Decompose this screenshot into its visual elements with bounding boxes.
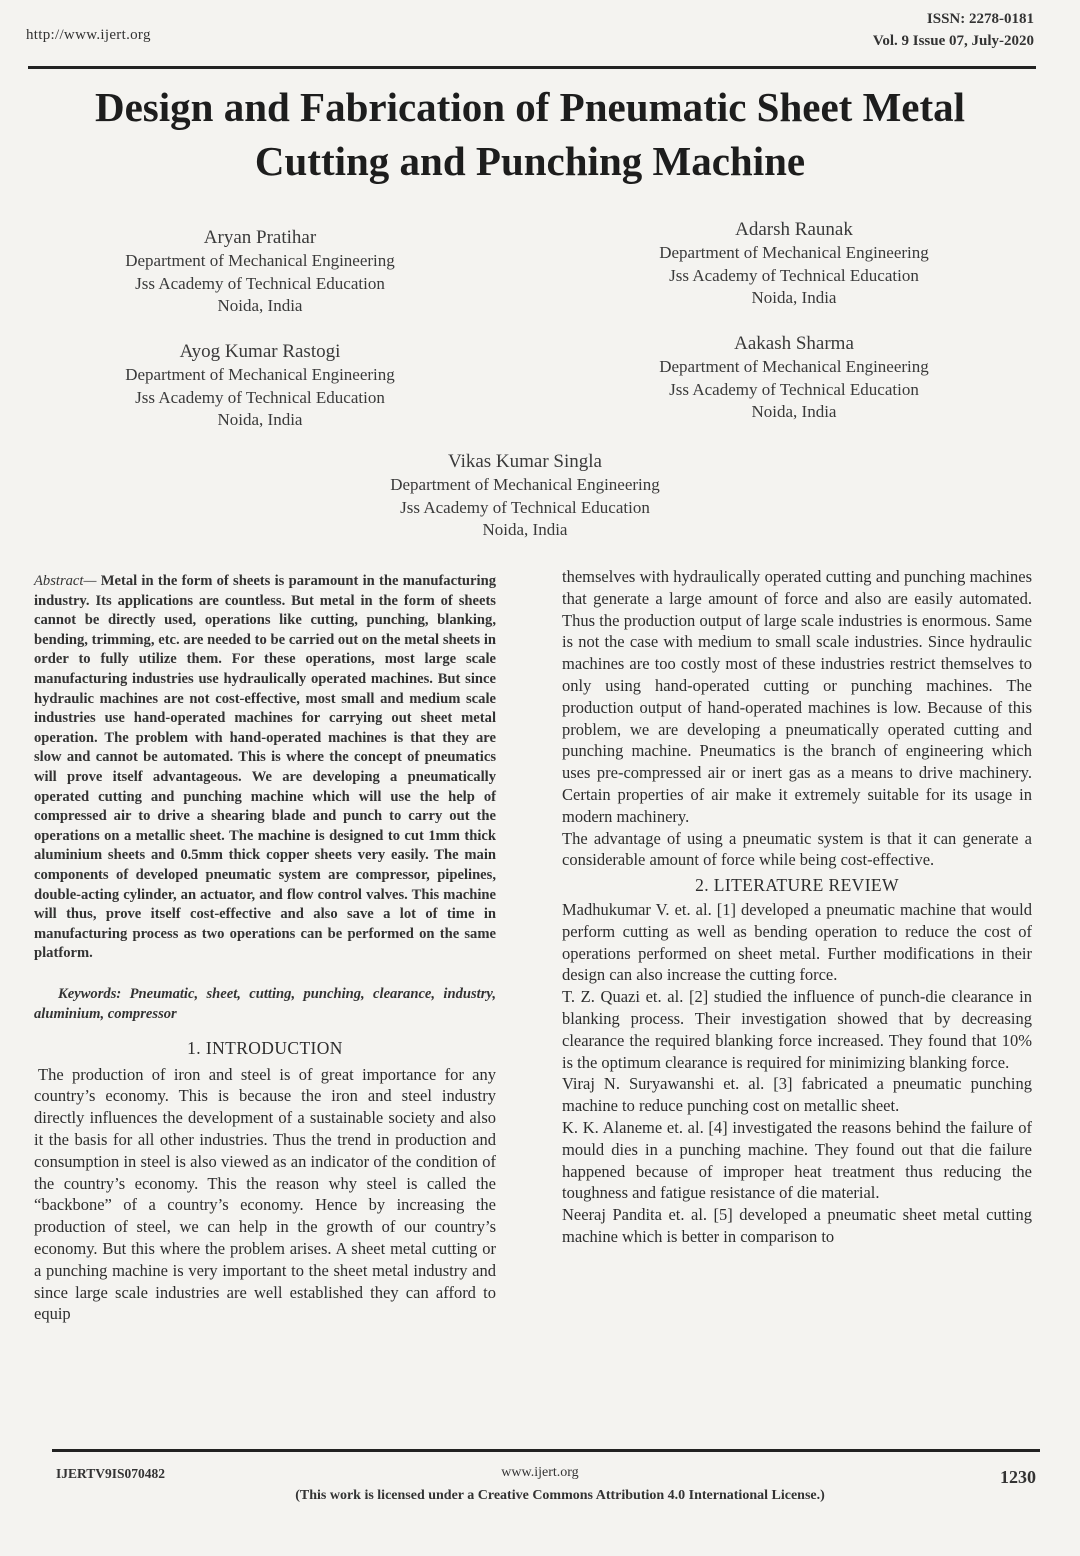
- abstract-text: Metal in the form of sheets is paramount in the manufacturing industry. Its applications are countless. But metal in the form of sheets cannot be directly used, operations like cutting, punching, blanking, bending, trimming, etc. are needed to be carried out on the metal sheets in order to fully utilize them. For these operations, most large scale manufacturing industries use hydraulically operated machines. But since hydraulic machines are not cost-effective, most small and medium scale industries use hand-operated machines for carrying out sheet metal operation. The problem with hand-operated machines is that they are slow and cannot be automated. This is where the concept of pneumatics will prove itself advantageous. We are developing a pneumatically operated cutting and punching machine which will use the help of compressed air to drive a shearing blade and punch to carry out the operations on a metallic sheet. The machine is designed to cut 1mm thick aluminium sheets and 0.5mm thick copper sheets very easily. The main components of developed pneumatic system are compressor, pipelines, double-acting cylinder, an actuator, and flow control valves. This machine will thus, prove itself cost-effective and also save a lot of time in manufacturing process as two operations can be performed on the same platform.: [34, 573, 496, 962]
- paper-title: [20, 80, 1040, 188]
- page-number: 1230: [1000, 1467, 1036, 1487]
- author-block-1: [100, 226, 420, 318]
- issn: ISSN: 2278-0181: [926, 11, 1034, 27]
- right-column: [562, 566, 1032, 1248]
- author-dept: Department of Mechanical Engineering: [659, 243, 929, 262]
- reference-paragraph: T. Z. Quazi et. al. [2] studied the influence of punch-die clearance in blanking process. Their investigation showed that by decreasing clearance the required blanking force increased. They found that 10% is the optimum clearance is required for minimizing blanking force.: [562, 987, 1032, 1072]
- author-name: Ayog Kumar Rastogi: [179, 341, 341, 362]
- reference-paragraph: Viraj N. Suryawanshi et. al. [3] fabricated a pneumatic punching machine to reduce punching cost on metallic sheet.: [562, 1074, 1032, 1116]
- author-loc: Noida, India: [482, 520, 568, 539]
- intro-advantage-text: The advantage of using a pneumatic system is that it can generate a considerable amount of force while being cost-effective.: [562, 828, 1032, 870]
- reference-paragraph: K. K. Alaneme et. al. [4] investigated the reasons behind the failure of mould dies in a punching machine. They found out that die failure happened because of improper heat treatment thus reducing the toughness and fatigue resistance of die material.: [562, 1117, 1032, 1203]
- volume-issue: Vol. 9 Issue 07, July-2020: [872, 33, 1034, 49]
- author-loc: Noida, India: [217, 410, 303, 429]
- author-inst: Jss Academy of Technical Education: [669, 379, 919, 399]
- abstract: [34, 572, 496, 964]
- paper-id: IJERTV9IS070482: [56, 1466, 166, 1481]
- author-name: Aryan Pratihar: [203, 227, 317, 248]
- author-dept: Department of Mechanical Engineering: [659, 357, 929, 376]
- author-name: Vikas Kumar Singla: [447, 451, 602, 472]
- author-dept: Department of Mechanical Engineering: [390, 475, 660, 494]
- introduction-text: The production of iron and steel is of great importance for any country’s economy. This is because the iron and steel industry directly influences the development of a sustainable society and also it the basis for all other industries. Thus the trend in production and consumption in steel is also viewed as an indicator of the condition of the country’s economy. This the reason why steel is called the “backbone” of a country’s economy. Hence by increasing the production of steel, we can help in the growth of our country’s economy. But this where the problem arises. A sheet metal cutting or a punching machine is very important to the sheet metal industry and since large scale industries are well established they can afford to equip: [34, 1064, 496, 1324]
- journal-info: [873, 8, 1034, 52]
- reference-paragraph: Neeraj Pandita et. al. [5] developed a pneumatic sheet metal cutting machine which is better in comparison to: [562, 1205, 1032, 1246]
- license-notice: (This work is licensed under a Creative Commons Attribution 4.0 International License.): [295, 1488, 825, 1503]
- author-loc: Noida, India: [217, 296, 303, 315]
- footer-url: www.ijert.org: [501, 1465, 579, 1480]
- author-block-5: [360, 450, 690, 542]
- abstract-label: Abstract—: [34, 573, 97, 589]
- author-name: Aakash Sharma: [734, 333, 854, 354]
- intro-continued-text: themselves with hydraulically operated cutting and punching machines that generate a large amount of force and also are easily automated. Thus the production output of large scale industries is enormous. Same is not the case with medium to small scale industries. Since hydraulic machines are too costly most of these industries restrict themselves to only using hand-operated cutting or punching machines. The production output of hand-operated machines is low. Because of this problem, we are developing a pneumatically operated cutting and punching machine. Pneumatics is the branch of engineering which uses pre-compressed air or inert gas as a means to drive machinery. Certain properties of air make it extremely suitable for its usage in modern machinery.: [562, 567, 1032, 826]
- author-loc: Noida, India: [751, 402, 837, 421]
- author-inst: Jss Academy of Technical Education: [400, 497, 650, 517]
- footer-rule: [52, 1449, 1040, 1452]
- author-block-2: [632, 218, 956, 310]
- header-rule: [28, 66, 1036, 69]
- author-dept: Department of Mechanical Engineering: [125, 365, 395, 384]
- author-inst: Jss Academy of Technical Education: [135, 387, 385, 407]
- journal-url: http://www.ijert.org: [26, 27, 151, 43]
- reference-paragraph: Madhukumar V. et. al. [1] developed a pneumatic machine that would perform cutting as well as bending operation to reduce the cost of operations performed on sheet metal. Further modifications in their design can also increase the cutting force.: [562, 899, 1032, 985]
- title-line-2: Cutting and Punching Machine: [254, 138, 806, 184]
- left-column: [34, 572, 496, 1325]
- author-inst: Jss Academy of Technical Education: [135, 273, 385, 293]
- keywords: Keywords: Pneumatic, sheet, cutting, punching, clearance, industry, aluminium, compressor: [34, 985, 496, 1022]
- title-line-1: Design and Fabrication of Pneumatic Sheet Metal: [94, 84, 966, 130]
- author-inst: Jss Academy of Technical Education: [669, 265, 919, 285]
- author-block-3: [100, 340, 420, 432]
- section-heading-introduction: 1. INTRODUCTION: [187, 1037, 343, 1058]
- author-loc: Noida, India: [751, 288, 837, 307]
- author-dept: Department of Mechanical Engineering: [125, 251, 395, 270]
- author-name: Adarsh Raunak: [735, 219, 853, 240]
- section-heading-literature-review: 2. LITERATURE REVIEW: [695, 875, 899, 896]
- author-block-4: [632, 332, 956, 424]
